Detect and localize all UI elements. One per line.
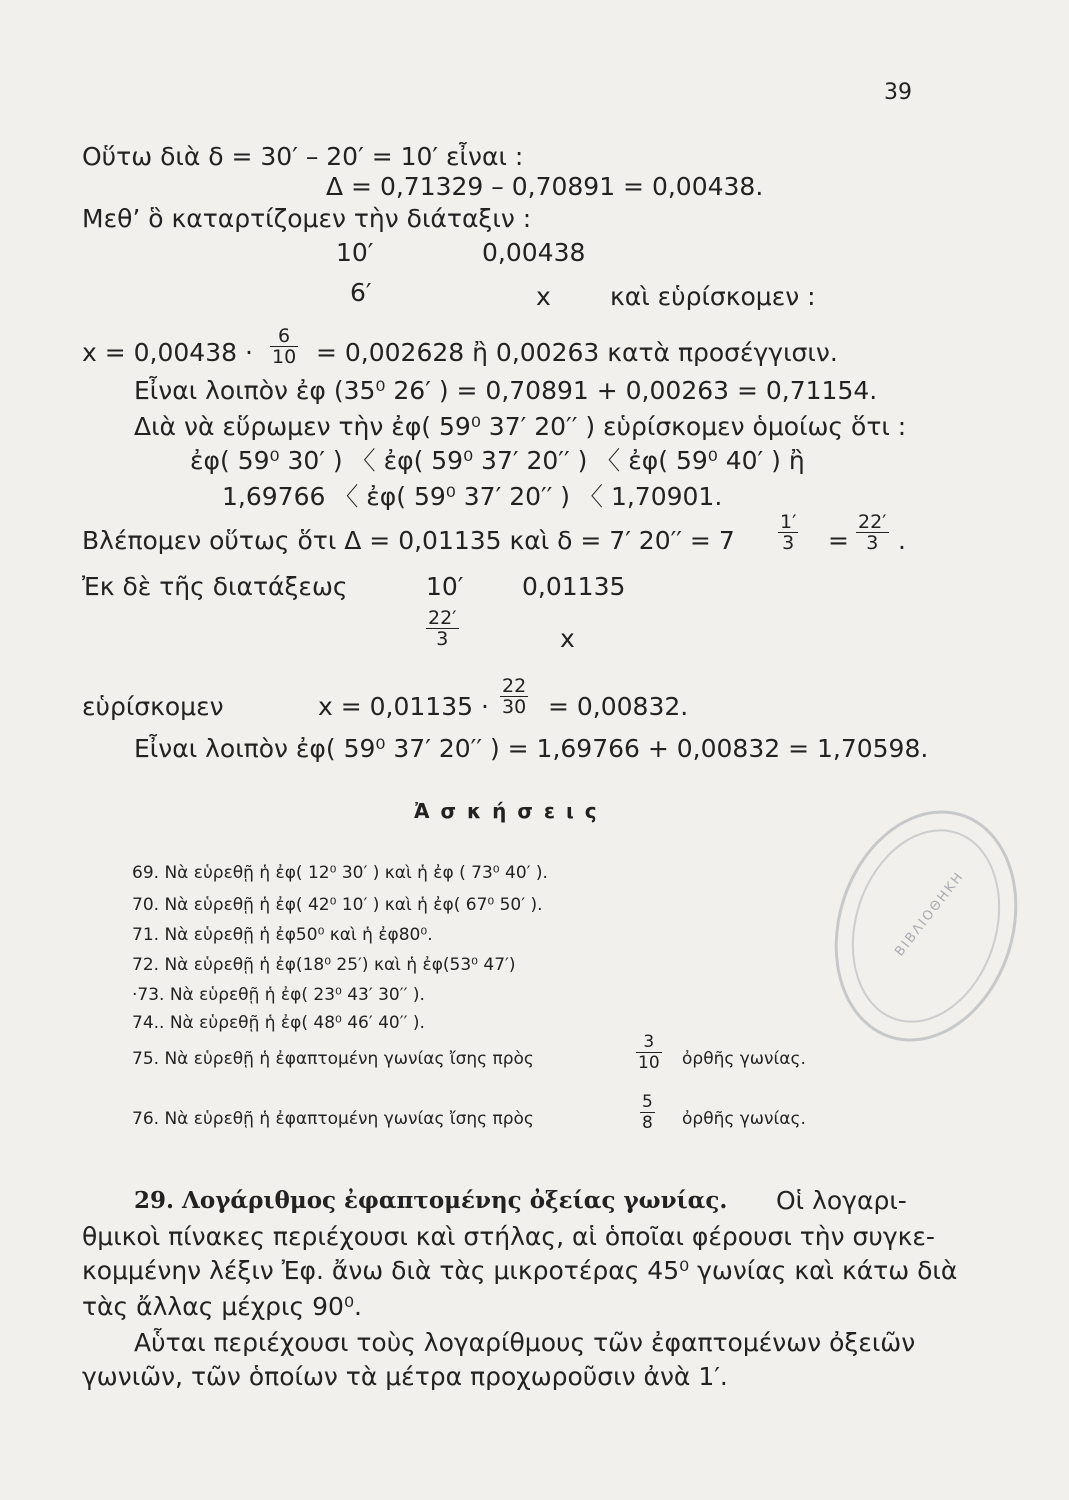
exercise-item: 76. Νὰ εὑρεθῇ ἡ ἐφαπτομένη γωνίας ἴσης πρὸς	[132, 1109, 534, 1129]
library-stamp	[806, 787, 1046, 1066]
fraction-denominator: 3	[436, 628, 449, 650]
library-stamp-text: ΒΙΒΛΙΟΘΗΚΗ	[892, 868, 968, 960]
fraction-numerator: 22′	[858, 511, 887, 533]
exercise-item-suffix: ὀρθῆς γωνίας.	[682, 1049, 806, 1069]
equation-line: x = 0,01135 ·	[318, 692, 489, 721]
fraction-numerator: 22′	[428, 607, 457, 629]
fraction-denominator: 8	[642, 1113, 653, 1133]
exercise-item: 69. Νὰ εὑρεθῇ ἡ ἐφ( 12⁰ 30′ ) καὶ ἡ ἐφ ( 73⁰ 40′ ).	[132, 863, 548, 883]
fraction-denominator: 10	[272, 346, 297, 368]
page-number: 39	[884, 80, 912, 105]
text-line: εὑρίσκομεν	[82, 692, 224, 721]
arrangement-cell: 0,00438	[482, 238, 586, 267]
equals-sign: =	[828, 526, 849, 555]
equation-line: = 0,002628 ἢ 0,00263 κατὰ προσέγγισιν.	[316, 338, 838, 367]
equation-line: ἐφ( 59⁰ 30′ ) 〈 ἐφ( 59⁰ 37′ 20′′ ) 〈 ἐφ( 59⁰ 40′ ) ἢ	[190, 446, 805, 475]
exercises-title: Ἀ σ κ ή σ ε ι ς	[414, 799, 599, 823]
equation-line: x = 0,00438 ·	[82, 338, 253, 367]
fraction-denominator: 3	[782, 532, 795, 554]
fraction-numerator: 6	[270, 326, 298, 347]
text-line: Μεθ’ ὃ καταρτίζομεν τὴν διάταξιν :	[82, 204, 532, 233]
paragraph-line: κομμένην λέξιν Ἐφ. ἄνω διὰ τὰς μικροτέρας 45⁰ γωνίας καὶ κάτω διὰ	[82, 1256, 958, 1285]
paragraph-line: Οἱ λογαρι-	[776, 1186, 907, 1215]
fraction-numerator: 1′	[780, 511, 797, 533]
paragraph-line: θμικοὶ πίνακες περιέχουσι καὶ στήλας, αἱ ὁποῖαι φέρουσι τὴν συγκε-	[82, 1222, 935, 1251]
fraction-denominator: 3	[866, 532, 879, 554]
fraction	[636, 1032, 662, 1073]
period: .	[898, 526, 906, 555]
equation-line: = 0,00832.	[548, 692, 689, 721]
text-line: καὶ εὑρίσκομεν :	[610, 282, 816, 311]
paragraph-line: τὰς ἄλλας μέχρις 90⁰.	[82, 1292, 362, 1321]
equation-line: Εἶναι λοιπὸν ἐφ (35⁰ 26′ ) = 0,70891 + 0,00263 = 0,71154.	[134, 376, 878, 405]
fraction	[640, 1092, 655, 1133]
fraction-denominator: 30	[502, 696, 527, 718]
arrangement-cell: 0,01135	[522, 572, 626, 601]
exercise-item: 71. Νὰ εὑρεθῇ ἡ ἐφ50⁰ καὶ ἡ ἐφ80⁰.	[132, 925, 433, 945]
fraction-numerator: 22	[502, 675, 527, 697]
fraction	[270, 326, 298, 367]
arrangement-cell: 10′	[426, 572, 464, 601]
fraction	[426, 608, 459, 649]
arrangement-cell: x	[536, 282, 551, 311]
fraction	[856, 512, 889, 553]
equation-line: Βλέπομεν οὕτως ὅτι Δ = 0,01135 καὶ δ = 7′ 20′′ = 7	[82, 526, 735, 555]
exercise-item: 72. Νὰ εὑρεθῇ ἡ ἐφ(18⁰ 25′) καὶ ἡ ἐφ(53⁰ 47′)	[132, 955, 516, 975]
exercise-item-suffix: ὀρθῆς γωνίας.	[682, 1109, 806, 1129]
text-line: Οὕτω διὰ δ = 30′ – 20′ = 10′ εἶναι :	[82, 142, 524, 171]
paragraph-line: Αὗται περιέχουσι τοὺς λογαρίθμους τῶν ἐφαπτομένων ὀξειῶν	[134, 1328, 916, 1357]
paragraph-line: γωνιῶν, τῶν ὁποίων τὰ μέτρα προχωροῦσιν ἀνὰ 1′.	[82, 1362, 728, 1391]
fraction	[500, 676, 528, 717]
arrangement-cell: 10′	[336, 238, 374, 267]
equation-line: Εἶναι λοιπὸν ἐφ( 59⁰ 37′ 20′′ ) = 1,69766 + 0,00832 = 1,70598.	[134, 734, 929, 763]
exercise-item: ·73. Νὰ εὑρεθῇ ἡ ἐφ( 23⁰ 43′ 30′′ ).	[132, 985, 425, 1005]
fraction-numerator: 3	[636, 1032, 662, 1053]
fraction-numerator: 5	[642, 1092, 653, 1112]
arrangement-cell: 6′	[350, 278, 372, 307]
section-heading: 29. Λογάριθμος ἐφαπτομένης ὀξείας γωνίας.	[134, 1187, 728, 1214]
arrangement-cell: x	[560, 624, 575, 653]
fraction-denominator: 10	[638, 1053, 660, 1073]
exercise-item: 74.. Νὰ εὑρεθῇ ἡ ἐφ( 48⁰ 46′ 40′′ ).	[132, 1013, 425, 1033]
exercise-item: 70. Νὰ εὑρεθῇ ἡ ἐφ( 42⁰ 10′ ) καὶ ἡ ἐφ( 67⁰ 50′ ).	[132, 895, 543, 915]
text-line: Διὰ νὰ εὕρωμεν τὴν ἐφ( 59⁰ 37′ 20′′ ) εὑρίσκομεν ὁμοίως ὅτι :	[134, 412, 907, 441]
equation-line: Δ = 0,71329 – 0,70891 = 0,00438.	[326, 172, 764, 201]
fraction	[778, 512, 798, 553]
exercise-item: 75. Νὰ εὑρεθῇ ἡ ἐφαπτομένη γωνίας ἴσης πρὸς	[132, 1049, 534, 1069]
equation-line: 1,69766 〈 ἐφ( 59⁰ 37′ 20′′ ) 〈 1,70901.	[222, 482, 723, 511]
text-line: Ἐκ δὲ τῆς διατάξεως	[82, 572, 348, 601]
